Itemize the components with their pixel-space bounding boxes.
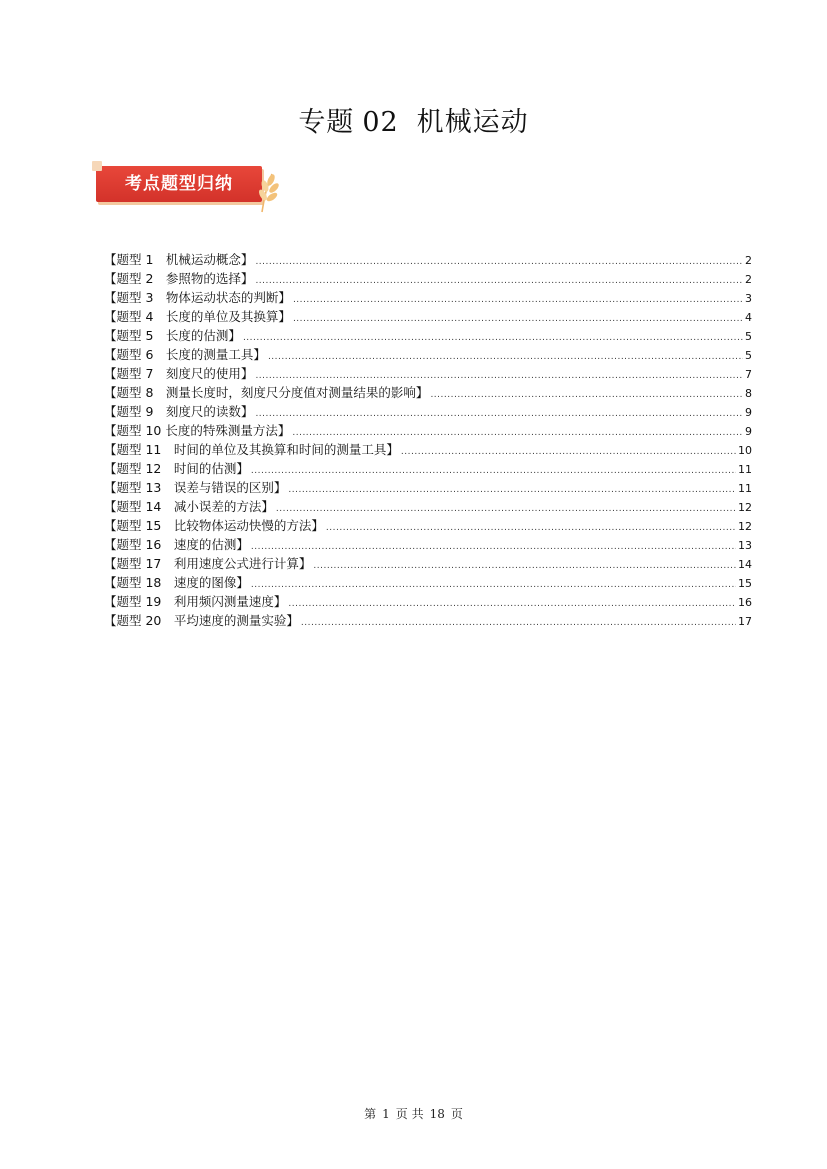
toc-leader-dots [251, 462, 736, 481]
toc-entry-page: 17 [738, 615, 752, 628]
toc-entry-page: 9 [745, 406, 752, 419]
toc-entry[interactable] [104, 459, 752, 478]
toc-entry[interactable] [104, 516, 752, 535]
toc-entry[interactable] [104, 402, 752, 421]
toc-entry-label: 【题型 20 平均速度的测量实验】 [104, 613, 299, 628]
footer-total-pages: 18 [429, 1107, 445, 1121]
toc-entry-label: 【题型 8 测量长度时，刻度尺分度值对测量结果的影响】 [104, 385, 429, 400]
toc-entry[interactable] [104, 421, 752, 440]
toc-entry-label: 【题型 16 速度的估测】 [104, 537, 249, 552]
toc-entry-label: 【题型 13 误差与错误的区别】 [104, 480, 287, 495]
toc-entry-label: 【题型 9 刻度尺的读数】 [104, 404, 254, 419]
toc-entry[interactable] [104, 611, 752, 630]
toc-entry-page: 2 [745, 273, 752, 286]
title-number: 02 [362, 107, 399, 138]
title-prefix: 专题 [298, 107, 355, 138]
footer-current-page: 1 [382, 1107, 390, 1121]
toc-entry-label: 【题型 1 机械运动概念】 [104, 252, 254, 267]
toc-entry[interactable] [104, 307, 752, 326]
toc-entry[interactable] [104, 592, 752, 611]
toc-leader-dots [255, 405, 743, 424]
toc-leader-dots [430, 386, 743, 405]
page-title [0, 100, 827, 139]
toc-leader-dots [326, 519, 736, 538]
toc-entry-label: 【题型 15 比较物体运动快慢的方法】 [104, 518, 324, 533]
toc-leader-dots [251, 538, 736, 557]
toc-entry-page: 11 [738, 482, 752, 495]
toc-entry-page: 13 [738, 539, 752, 552]
toc-leader-dots [301, 614, 736, 633]
banner-label: 考点题型归纳 [125, 174, 233, 194]
toc-entry[interactable] [104, 383, 752, 402]
toc-leader-dots [255, 253, 743, 272]
toc-entry-page: 14 [738, 558, 752, 571]
footer-middle: 页 共 [395, 1107, 424, 1121]
toc-entry-page: 3 [745, 292, 752, 305]
toc-leader-dots [401, 443, 736, 462]
toc-entry-page: 4 [745, 311, 752, 324]
toc-entry-page: 5 [745, 349, 752, 362]
toc-entry-page: 9 [745, 425, 752, 438]
footer-suffix: 页 [450, 1107, 463, 1121]
toc-leader-dots [293, 291, 743, 310]
toc-entry-page: 8 [745, 387, 752, 400]
toc-entry[interactable] [104, 364, 752, 383]
toc-entry-label: 【题型 4 长度的单位及其换算】 [104, 309, 291, 324]
toc-leader-dots [255, 272, 743, 291]
wheat-leaf-icon [256, 170, 282, 214]
toc-entry-label: 【题型 12 时间的估测】 [104, 461, 249, 476]
toc-entry[interactable] [104, 573, 752, 592]
page-footer [0, 1105, 827, 1122]
toc-entry[interactable] [104, 288, 752, 307]
toc-entry-label: 【题型 6 长度的测量工具】 [104, 347, 266, 362]
section-banner [96, 160, 286, 216]
toc-entry-page: 11 [738, 463, 752, 476]
toc-entry[interactable] [104, 478, 752, 497]
toc-entry[interactable] [104, 269, 752, 288]
toc-entry[interactable] [104, 326, 752, 345]
toc-entry[interactable] [104, 554, 752, 573]
toc-entry-label: 【题型 3 物体运动状态的判断】 [104, 290, 291, 305]
toc-entry-label: 【题型 2 参照物的选择】 [104, 271, 254, 286]
toc-entry-page: 7 [745, 368, 752, 381]
toc-entry-label: 【题型 11 时间的单位及其换算和时间的测量工具】 [104, 442, 399, 457]
toc-leader-dots [313, 557, 736, 576]
toc-entry[interactable] [104, 535, 752, 554]
toc-entry-page: 5 [745, 330, 752, 343]
footer-prefix: 第 [364, 1107, 377, 1121]
toc-entry[interactable] [104, 345, 752, 364]
toc-entry[interactable] [104, 497, 752, 516]
table-of-contents [104, 250, 752, 630]
toc-entry-label: 【题型 19 利用频闪测量速度】 [104, 594, 287, 609]
toc-leader-dots [243, 329, 743, 348]
toc-entry-label: 【题型 14 减小误差的方法】 [104, 499, 274, 514]
toc-leader-dots [288, 595, 736, 614]
toc-leader-dots [288, 481, 736, 500]
title-main: 机械运动 [416, 107, 529, 138]
toc-entry-page: 2 [745, 254, 752, 267]
toc-entry-label: 【题型 18 速度的图像】 [104, 575, 249, 590]
toc-entry-label: 【题型 7 刻度尺的使用】 [104, 366, 254, 381]
toc-leader-dots [293, 310, 743, 329]
toc-leader-dots [276, 500, 736, 519]
toc-entry[interactable] [104, 440, 752, 459]
toc-entry-page: 16 [738, 596, 752, 609]
toc-leader-dots [268, 348, 743, 367]
toc-entry-page: 12 [738, 501, 752, 514]
toc-entry-label: 【题型 5 长度的估测】 [104, 328, 241, 343]
toc-entry-page: 12 [738, 520, 752, 533]
toc-leader-dots [251, 576, 736, 595]
toc-entry-page: 15 [738, 577, 752, 590]
toc-entry-page: 10 [738, 444, 752, 457]
toc-entry-label: 【题型 10 长度的特殊测量方法】 [104, 423, 291, 438]
toc-entry[interactable] [104, 250, 752, 269]
toc-entry-label: 【题型 17 利用速度公式进行计算】 [104, 556, 312, 571]
